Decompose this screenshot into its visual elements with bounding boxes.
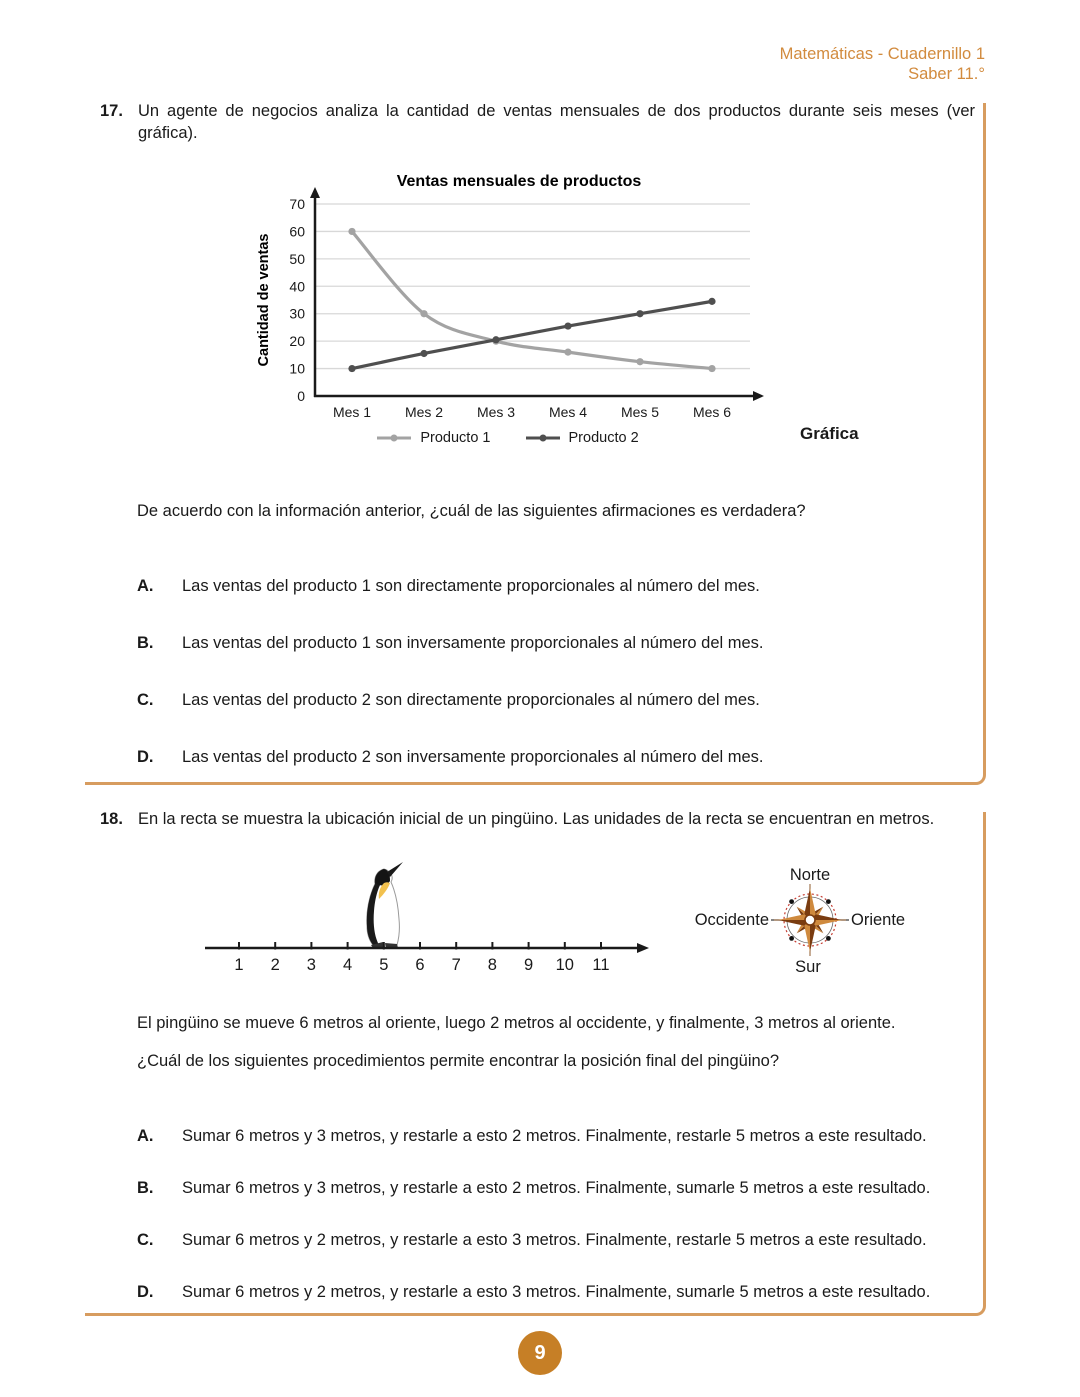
document-header <box>780 44 985 84</box>
sales-chart <box>250 166 870 456</box>
svg-text:11: 11 <box>592 956 610 974</box>
legend-label-producto-2: Producto 2 <box>568 430 639 446</box>
option-row-a <box>137 575 764 597</box>
line-marker-icon <box>376 433 412 443</box>
question-17-statement <box>100 100 975 144</box>
option-text: Las ventas del producto 1 son inversamente proporcionales al número del mes. <box>182 634 764 652</box>
option-letter: B. <box>137 1179 154 1197</box>
compass-west-label: Occidente <box>695 911 769 929</box>
header-subject: Matemáticas - Cuadernillo 1 <box>779 45 985 63</box>
svg-text:0: 0 <box>297 388 305 404</box>
svg-text:10: 10 <box>289 360 305 377</box>
chart-y-axis-label: Cantidad de ventas <box>256 233 272 367</box>
option-text: Sumar 6 metros y 3 metros, y restarle a esto 2 metros. Finalmente, sumarle 5 metros a este resultado. <box>182 1179 931 1197</box>
option-letter: C. <box>137 691 154 709</box>
option-letter: C. <box>137 1231 154 1249</box>
svg-text:Mes 4: Mes 4 <box>548 404 588 420</box>
svg-text:40: 40 <box>289 278 305 295</box>
compass-south-label: Sur <box>795 958 821 976</box>
svg-text:Mes 1: Mes 1 <box>332 404 372 420</box>
svg-text:7: 7 <box>451 956 461 974</box>
option-row-c <box>137 689 764 711</box>
svg-text:Mes 2: Mes 2 <box>404 404 444 420</box>
question-18-prompt: ¿Cuál de los siguientes procedimientos permite encontrar la posición final del pingüino? <box>137 1052 780 1070</box>
option-row-d <box>137 1281 930 1303</box>
legend-item-producto-2 <box>525 430 639 446</box>
question-18-number: 18. <box>100 810 123 828</box>
option-text: Sumar 6 metros y 3 metros, y restarle a esto 2 metros. Finalmente, restarle 5 metros a este resultado. <box>182 1127 927 1145</box>
chart-legend <box>250 430 765 446</box>
question-18-options <box>137 1125 930 1333</box>
svg-text:2: 2 <box>270 956 280 974</box>
option-text: Sumar 6 metros y 2 metros, y restarle a esto 3 metros. Finalmente, sumarle 5 metros a este resultado. <box>182 1283 931 1301</box>
svg-text:10: 10 <box>555 956 574 974</box>
sales-chart-container <box>250 166 870 461</box>
option-row-b <box>137 632 764 654</box>
line-marker-icon <box>525 433 561 443</box>
option-row-d <box>137 746 764 768</box>
svg-text:3: 3 <box>306 956 316 974</box>
svg-text:5: 5 <box>379 956 389 974</box>
option-row-c <box>137 1229 930 1251</box>
question-18-text: En la recta se muestra la ubicación inicial de un pingüino. Las unidades de la recta se encuentran en metros. <box>138 810 935 828</box>
option-row-b <box>137 1177 930 1199</box>
option-letter: A. <box>137 1127 154 1145</box>
svg-text:Mes 3: Mes 3 <box>476 404 516 420</box>
legend-label-producto-1: Producto 1 <box>420 430 491 446</box>
option-letter: D. <box>137 1283 154 1301</box>
option-row-a <box>137 1125 930 1147</box>
option-text: Sumar 6 metros y 2 metros, y restarle a esto 3 metros. Finalmente, restarle 5 metros a este resultado. <box>182 1231 927 1249</box>
compass-star-icon <box>774 884 846 956</box>
svg-text:8: 8 <box>487 956 497 974</box>
compass-rose <box>695 862 925 984</box>
svg-text:9: 9 <box>524 956 534 974</box>
question-17-number: 17. <box>100 102 123 120</box>
question-17-text: Un agente de negocios analiza la cantidad de ventas mensuales de dos productos durante seis meses (ver gráfica). <box>138 102 975 142</box>
svg-text:30: 30 <box>289 305 305 322</box>
svg-text:60: 60 <box>289 223 305 240</box>
number-line <box>185 853 665 983</box>
svg-text:1: 1 <box>234 956 244 974</box>
svg-text:70: 70 <box>289 196 305 212</box>
option-letter: B. <box>137 634 154 652</box>
svg-text:20: 20 <box>289 333 305 350</box>
svg-text:50: 50 <box>289 250 305 267</box>
svg-text:Mes 5: Mes 5 <box>620 404 660 420</box>
penguin-illustration <box>367 862 403 948</box>
legend-item-producto-1 <box>376 430 490 446</box>
svg-text:6: 6 <box>415 956 425 974</box>
graph-caption: Gráfica <box>800 424 859 443</box>
compass-north-label: Norte <box>789 866 831 884</box>
svg-text:4: 4 <box>343 956 353 974</box>
question-17-prompt: De acuerdo con la información anterior, ¿cuál de las siguientes afirmaciones es verdadera? <box>137 502 806 520</box>
option-text: Las ventas del producto 2 son inversamente proporcionales al número del mes. <box>182 748 764 766</box>
option-letter: A. <box>137 577 154 595</box>
option-text: Las ventas del producto 2 son directamente proporcionales al número del mes. <box>182 691 760 709</box>
chart-title: Ventas mensuales de productos <box>396 173 642 190</box>
question-18-movement: El pingüino se mueve 6 metros al oriente, luego 2 metros al occidente, y finalmente, 3 metros al oriente. <box>137 1014 896 1032</box>
page-number-badge: 9 <box>518 1331 562 1375</box>
svg-text:Mes 6: Mes 6 <box>692 404 732 420</box>
compass-east-label: Oriente <box>851 911 906 929</box>
question-18-statement <box>100 808 982 830</box>
option-text: Las ventas del producto 1 son directamente proporcionales al número del mes. <box>182 577 760 595</box>
option-letter: D. <box>137 748 154 766</box>
header-exam-name: Saber 11.° <box>908 65 985 83</box>
question-17-options <box>137 575 764 803</box>
